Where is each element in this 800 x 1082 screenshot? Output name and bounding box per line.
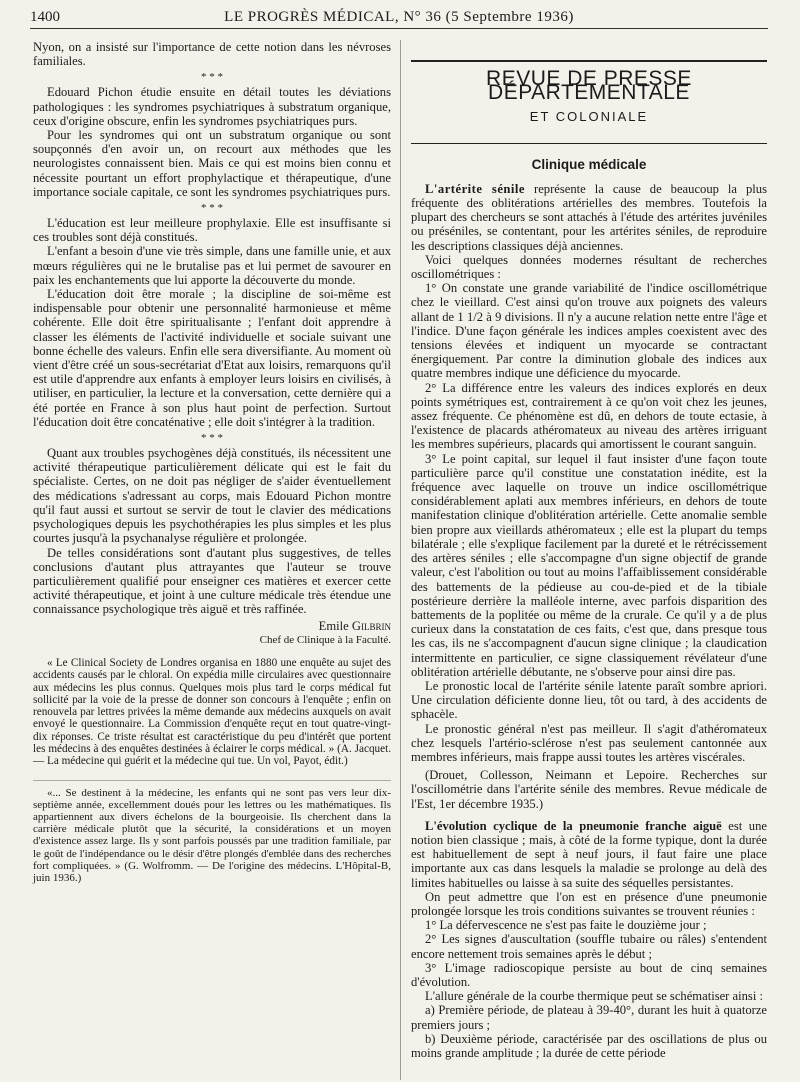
left-column bbox=[33, 40, 391, 884]
paragraph-text: est une notion bien classique ; mais, à côté de la forme typique, dont la durée est habituellement de sept à neuf jours, il faut faire une place importante aux cas dans lesquels la maladie se prolonge au delà des limites habituelles ou laisse à sa suite des séquelles persistantes. bbox=[411, 818, 767, 890]
paragraph: L'éducation doit être morale ; la discipline de soi-même est indispensable pour obtenir une personnalité harmonieuse et même cohérente. Elle doit être spiritualisante ; l'enfant doit apprendre à classer les éléments de l'activité individuelle et sociale suivant une bonne échelle des valeurs. Enfin elle sera diversifiante. Au moment où vient d'être créé un sous-secrétariat d'Etat aux loisirs, remarquons qu'il est utile d'apprendre aux enfants à employer leurs loisirs en civilisés, à utiliser, en particulier, la lecture et la conversation, cette dernière qui a été portée en France à son plus haut point de perfection. Surtout l'éducation doit être concaténative ; elle doit s'intégrer à la tradition. bbox=[33, 287, 391, 429]
paragraph: 2° La différence entre les valeurs des indices explorés en deux points symétriques est, contrairement à ce qu'on voit chez les jeunes, assez fréquente. Ce phénomène est dû, en dehors de toute ectasie, à l'existence de placards athéromateux au niveau des artères irriguant les membres supérieurs, placards qui amortissent le courant sanguin. bbox=[411, 380, 767, 452]
list-item: 2° Les signes d'auscultation (souffle tubaire ou râles) s'entendent encore nettement trois semaines après le début ; bbox=[411, 932, 767, 961]
paragraph: L'éducation est leur meilleure prophylaxie. Elle est insuffisante si ces troubles sont déjà constitués. bbox=[33, 216, 391, 245]
lead-term: L'artérite sénile bbox=[425, 181, 526, 196]
section-heading: REVUE DE PRESSE DÉPARTEMENTALE bbox=[411, 60, 767, 100]
paragraph: L'enfant a besoin d'une vie très simple, dans une famille unie, et aux mœurs régulières qui ne le brutalise pas et lui permet de savourer en paix les enchantements que lui apporte la découverte du monde. bbox=[33, 244, 391, 287]
section-subheading: ET COLONIALE bbox=[529, 109, 649, 125]
paragraph: L'allure générale de la courbe thermique peut se schématiser ainsi : bbox=[425, 989, 763, 1004]
paragraph bbox=[411, 819, 767, 890]
section-stars: * * * bbox=[201, 432, 223, 445]
page-header bbox=[30, 6, 768, 29]
reference: (Drouet, Collesson, Neimann et Lepoire. Recherches sur l'oscillométrie dans l'artérite sénile des membres. Revue médicale de l'Est, 1er décembre 1935.) bbox=[411, 768, 767, 811]
list-item: a) Première période, de plateau à 39-40°, durant les huit à quatorze premiers jours ; bbox=[411, 1003, 767, 1032]
paragraph: 3° Le point capital, sur lequel il faut insister d'une façon toute particulière parce qu'il constitue une constatation inédite, est la fréquence avec laquelle on trouve un indice oscillométrique considérablement aplati aux membres inférieurs, en dehors de toute manifestation clinique d'oblitération artérielle. Cette anomalie semble bien propre aux vieillards athéromateux ; elle est la plupart du temps bilatérale ; elle s'explique facilement par la dureté et le rétrécissement des artères séniles ; elle s'accompagne d'un signe objectif de grande valeur, c'est l'abolition ou tout au moins l'affaiblissement considérable des battements de la pédieuse au cou-de-pied et de la tibiale postérieure derrière la malléole interne, avec parfois disparition des battements de la poplitée ou même de la crurale. Ce qu'il y a de plus curieux dans la constatation de ces faits, c'est que, dans presque tous les cas, ils ne s'accompagnent d'aucun signe clinique ; la claudication intermittente en particulier, ce signe classiquement révélateur d'une oblitération artérielle débutante, ne s'observe pour ainsi dire pas. bbox=[411, 451, 767, 679]
paragraph: Edouard Pichon étudie ensuite en détail toutes les déviations pathologiques : les syndromes psychiatriques à substratum organique, ceux d'origine obscure, enfin les syndromes psychiatriques purs. bbox=[33, 85, 391, 128]
list-item: 3° L'image radioscopique persiste au bout de cinq semaines d'évolution. bbox=[411, 960, 767, 989]
paragraph bbox=[411, 182, 767, 253]
author-signature bbox=[33, 619, 391, 633]
paragraph: 1° On constate une grande variabilité de l'indice oscillométrique chez le vieillard. C'est ainsi qu'on trouve aux poignets des valeurs allant de 1 1/2 à 9 divisions. Il n'y a aucune relation nette entre l'âge et l'indice. D'une façon générale les indices amples coexistent avec des tensions élevées et indiquent un myocarde se contractant énergiquement. Par contre la diminution globale des indices aux quatre membres indique une déficience du myocarde. bbox=[411, 281, 767, 381]
author-last-name: Gilbrin bbox=[351, 618, 391, 633]
author-first-name: Emile bbox=[318, 618, 349, 633]
journal-title: LE PROGRÈS MÉDICAL, N° 36 (5 Septembre 1936) bbox=[224, 8, 574, 25]
page-number: 1400 bbox=[30, 8, 60, 25]
list-item: 1° La défervescence ne s'est pas faite le douzième jour ; bbox=[425, 918, 707, 933]
list-item: b) Deuxième période, caractérisée par des oscillations de plus ou moins grande amplitude ; la durée de cette période bbox=[411, 1031, 767, 1060]
paragraph: On peut admettre que l'on est en présence d'une pneumonie prolongée lorsque les trois conditions suivantes se trouvent réunies : bbox=[411, 889, 767, 918]
paragraph: Pour les syndromes qui ont un substratum organique ou sont soupçonnés d'en avoir un, on recourt aux méthodes que les neurologistes connaissent bien. Mais ce qui est moins bien connu et nécessite pourtant un effort prophylactique et thérapeutique, d'une importance sociale capitale, ce sont les syndromes psychiatriques purs. bbox=[33, 128, 391, 199]
author-title: Chef de Clinique à la Faculté. bbox=[259, 633, 391, 646]
section-stars: * * * bbox=[201, 202, 223, 215]
paragraph-text: représente la cause de beaucoup la plus fréquente des oblitérations artérielles des membres. Toutefois la plupart des chercheurs se sont attachés à l'étude des artérites juvéniles ou préséniles, se contentant, pour les artérites séniles, de reproduire les descriptions classiques déjà anciennes. bbox=[411, 181, 767, 253]
quotation-block: «... Se destinent à la médecine, les enfants qui ne sont pas vers leur dix-septième année, excellemment doués pour les lettres ou les mathématiques. Ils appartiennent aux divers échelons de la bourgeoisie. Ils cherchent dans la carrière médicale plutôt que la sécurité, la considérations et un moyen d'existence assez large. Ils y sont parfois poussés par une tradition familiale, par le goût de l'indépendance ou le désir d'être plongés d'emblée dans des recherches fort compliquées. » (G. Wolfromm. — De l'origine des médecins. L'Hôpital-B, juin 1936.) bbox=[33, 780, 391, 885]
paragraph: Nyon, on a insisté sur l'importance de cette notion dans les névroses familiales. bbox=[33, 40, 391, 69]
divider-rule bbox=[411, 143, 767, 144]
right-column bbox=[411, 40, 767, 1060]
paragraph: Le pronostic local de l'artérite sénile latente paraît sombre apriori. Une circulation déficiente donne lieu, tôt ou tard, à des accidents de sphacèle. bbox=[411, 678, 767, 722]
quotation-block: « Le Clinical Society de Londres organisa en 1880 une enquête au sujet des accidents causés par le chloral. On expédia mille circulaires avec questionnaire aux médecins les plus connus. Quelques mois plus tard le corps médical fut sollicité par la voie de la presse de donner son concours à l'enquête ; enfin on renouvela par lettres privées la même demande aux médecins auxquels on avait envoyé le questionnaire. La Commission d'enquête reçut en tout quatre-vingt-dix réponses. Ce triste résultat est caractéristique du peu d'intérêt que portent les médecins à des enquêtes destinées à éclairer le corps médical. » (A. Jacquet. — La médecine qui guérit et la médecine qui tue. Un vol, Payot, édit.) bbox=[33, 656, 391, 768]
paragraph: De telles considérations sont d'autant plus suggestives, de telles conclusions d'autant plus attrayantes que l'auteur se trouve particulièrement qualifié pour enseigner ces matières et exercer cette activité thérapeutique, et joint à une culture médicale très étendue une connaissance psychologique très aiguë et très raffinée. bbox=[33, 545, 391, 617]
paragraph: Quant aux troubles psychogènes déjà constitués, ils nécessitent une activité thérapeutique particulièrement délicate qui est le fait du spécialiste. Certes, on ne doit pas négliger de s'aider éventuellement des médications s'adressant au corps, mais Edouard Pichon montre qu'il faut aussi et surtout se servir de tout le clavier des médications psychologiques depuis les psychothérapies les plus simples et les plus courtes jusqu'à la psychanalyse régulière et prolongée. bbox=[33, 446, 391, 546]
section-stars: * * * bbox=[201, 71, 223, 84]
lead-term: L'évolution cyclique de la pneumonie franche aiguë bbox=[425, 818, 722, 833]
column-divider bbox=[400, 40, 401, 1080]
rubric-title: Clinique médicale bbox=[531, 156, 647, 172]
paragraph: Le pronostic général n'est pas meilleur. Il s'agit d'athéromateux chez lesquels l'artério-sclérose n'est pas seulement cantonnée aux membres inférieurs, mais frappe aussi toutes les artères viscérales. bbox=[411, 721, 767, 764]
paragraph: Voici quelques données modernes résultant de recherches oscillométriques : bbox=[411, 252, 767, 282]
